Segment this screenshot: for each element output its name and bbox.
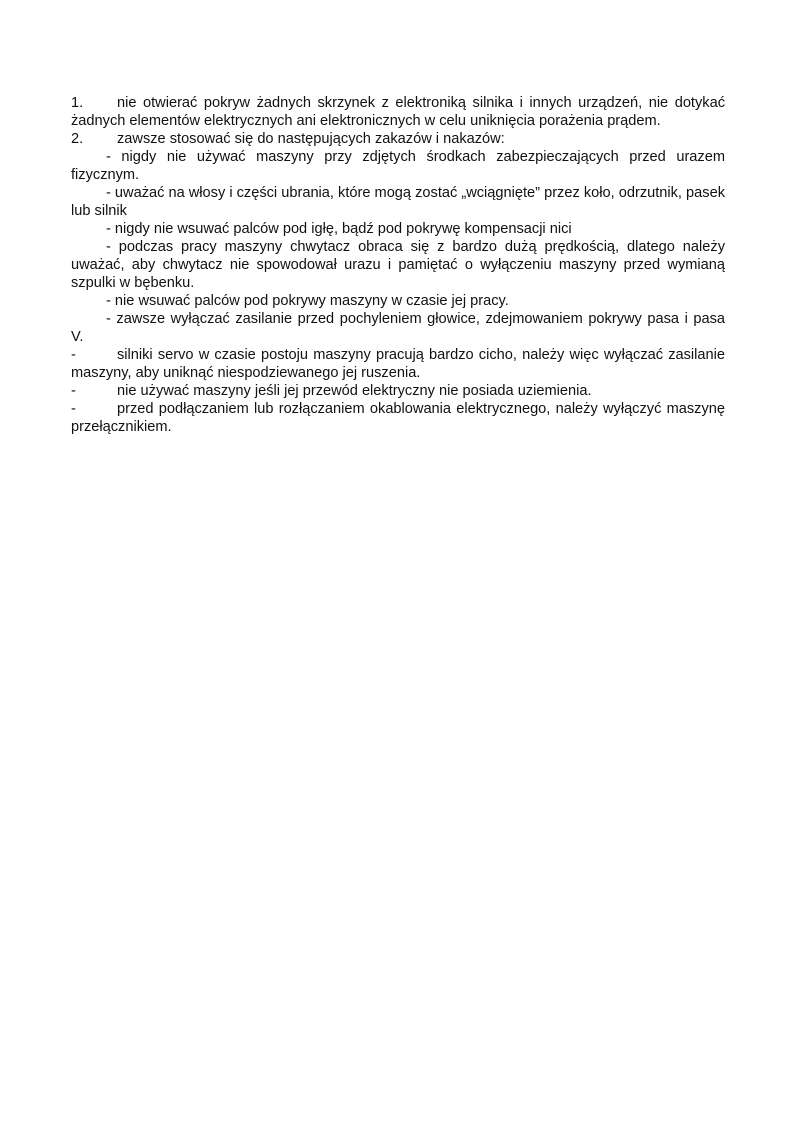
item-marker: 1. <box>71 95 84 111</box>
numbered-item-1 <box>71 94 725 130</box>
dash-item-text: przed podłączaniem lub rozłączaniem okablowania elektrycznego, należy wyłączyć maszynę przełącznikiem. <box>71 401 725 435</box>
dash-marker: - <box>71 347 76 363</box>
item-marker: 2. <box>71 131 84 147</box>
numbered-item-2 <box>71 130 725 148</box>
item-text: nie otwierać pokryw żadnych skrzynek z elektroniką silnika i innych urządzeń, nie dotykać żadnych elementów elektrycznych ani elektronicznych w celu uniknięcia porażenia prądem. <box>71 95 725 129</box>
item-text: zawsze stosować się do następujących zakazów i nakazów: <box>117 131 505 147</box>
dash-marker: - <box>71 383 76 399</box>
subitem-2: - uważać na włosy i części ubrania, które mogą zostać „wciągnięte” przez koło, odrzutnik, pasek lub silnik <box>71 185 725 219</box>
dash-item-3 <box>71 400 725 436</box>
dash-item-1 <box>71 346 725 382</box>
subitem-1: - nigdy nie używać maszyny przy zdjętych środkach zabezpieczających przed urazem fizycznym. <box>71 149 725 183</box>
subitem-4: - podczas pracy maszyny chwytacz obraca się z bardzo dużą prędkością, dlatego należy uważać, aby chwytacz nie spowodował urazu i pamiętać o wyłączeniu maszyny przed wymianą szpulki w bębenku. <box>71 239 725 291</box>
dash-item-text: silniki servo w czasie postoju maszyny pracują bardzo cicho, należy więc wyłączać zasilanie maszyny, aby uniknąć niespodziewanego jej ruszenia. <box>71 347 725 381</box>
dash-item-text: nie używać maszyny jeśli jej przewód elektryczny nie posiada uziemienia. <box>117 383 592 399</box>
dash-item-2 <box>71 382 725 400</box>
dash-marker: - <box>71 401 76 417</box>
document-page <box>71 94 725 436</box>
subitem-6: - zawsze wyłączać zasilanie przed pochyleniem głowice, zdejmowaniem pokrywy pasa i pasa V. <box>71 311 725 345</box>
subitem-5: - nie wsuwać palców pod pokrywy maszyny w czasie jej pracy. <box>106 293 509 309</box>
subitem-3: - nigdy nie wsuwać palców pod igłę, bądź pod pokrywę kompensacji nici <box>106 221 572 237</box>
